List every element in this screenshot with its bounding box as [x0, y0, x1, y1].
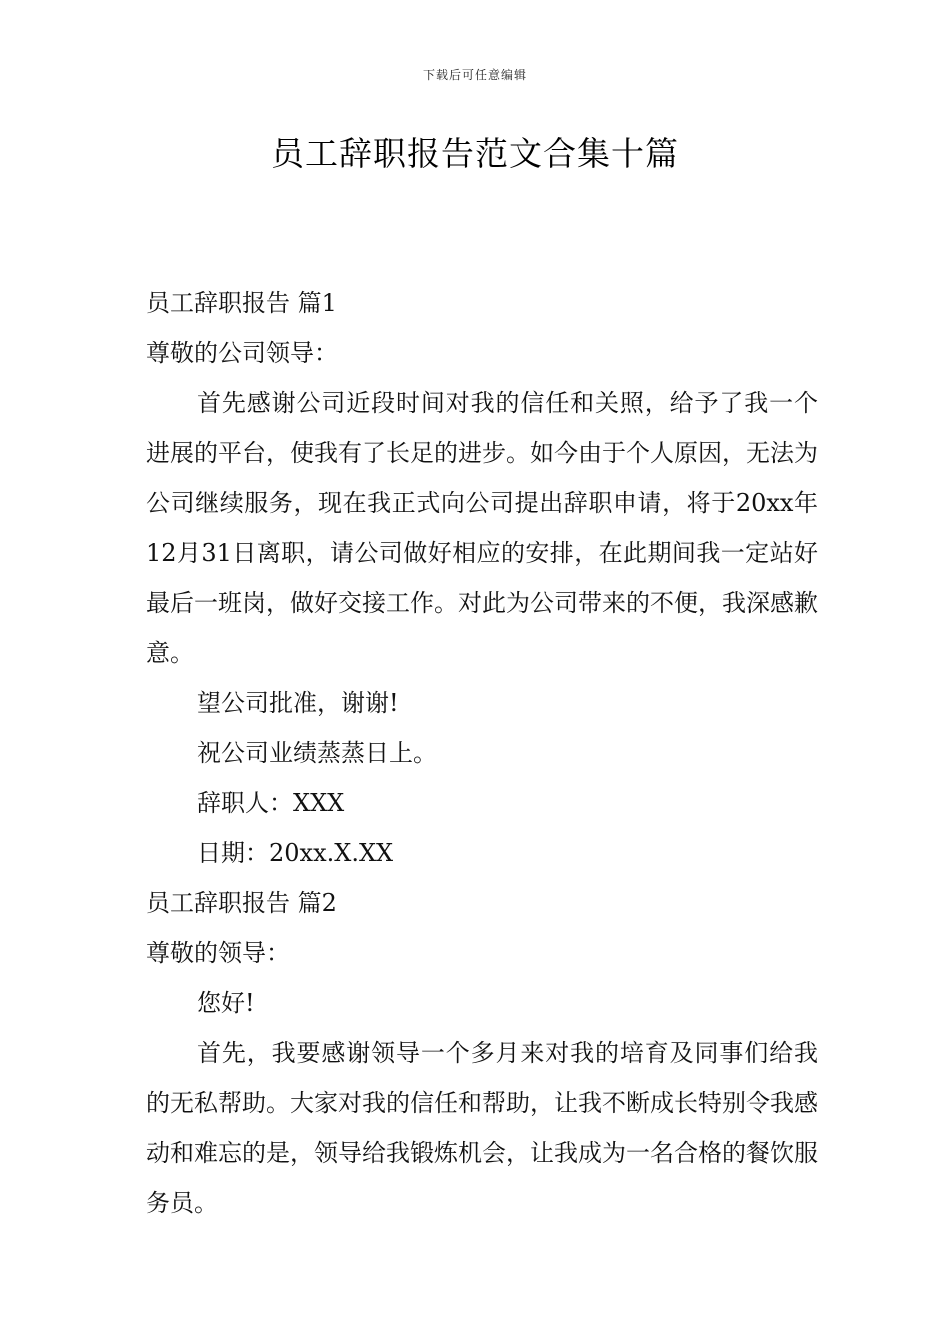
section-1-closing-wish: 祝公司业绩蒸蒸日上。 — [197, 739, 437, 767]
section-1-heading: 员工辞职报告 篇1 — [146, 289, 337, 317]
section-2-heading: 员工辞职报告 篇2 — [146, 889, 337, 917]
section-1-signer: 辞职人：XXX — [197, 789, 345, 817]
section-1-paragraph: 首先感谢公司近段时间对我的信任和关照，给予了我一个进展的平台，使我有了长足的进步。如今由于个人原因，无法为公司继续服务，现在我正式向公司提出辞职申请，将于20xx年12月31日离职，请公司做好相应的安排，在此期间我一定站好最后一班岗，做好交接工作。对此为公司带来的不便，我深感歉意。 — [146, 389, 818, 667]
section-2-greeting: 您好! — [197, 989, 255, 1017]
document-body — [146, 278, 818, 1228]
section-2-paragraph: 首先，我要感谢领导一个多月来对我的培育及同事们给我的无私帮助。大家对我的信任和帮助，让我不断成长特别令我感动和难忘的是，领导给我锻炼机会，让我成为一名合格的餐饮服务员。 — [146, 1039, 818, 1217]
section-1-date: 日期：20xx.X.XX — [197, 839, 394, 867]
section-1-closing-request: 望公司批准，谢谢! — [197, 689, 399, 717]
section-1-salutation: 尊敬的公司领导： — [146, 339, 338, 367]
document-title: 员工辞职报告范文合集十篇 — [271, 134, 679, 173]
section-2-salutation: 尊敬的领导： — [146, 939, 290, 967]
header-note: 下载后可任意编辑 — [422, 68, 527, 82]
